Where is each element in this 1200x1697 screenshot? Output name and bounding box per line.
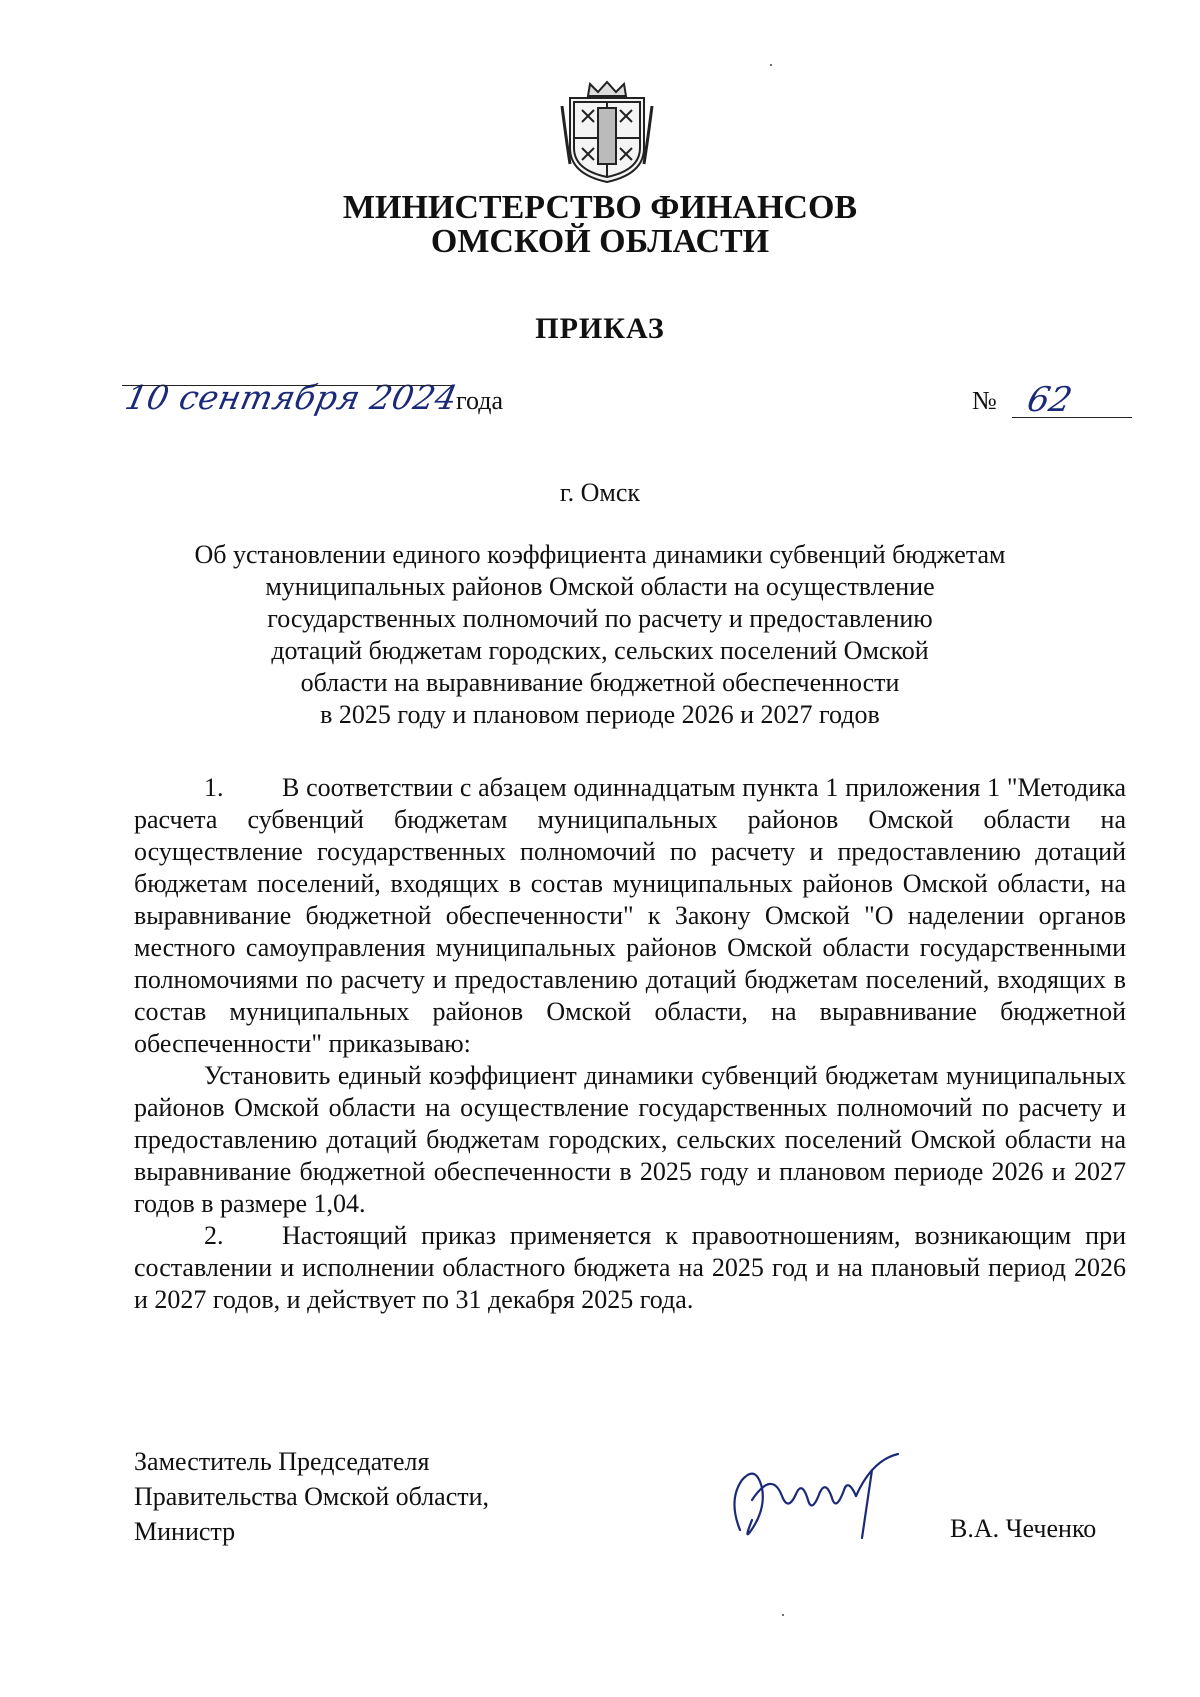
signatory-title-line: Правительства Омской области, [134, 1482, 490, 1511]
title-line: в 2025 году и плановом периоде 2026 и 2027 годов [320, 700, 880, 729]
paragraph-text: В соответствии с абзацем одиннадцатым пункта 1 приложения 1 "Методика расчета субвенций бюджетам муниципальных районов Омской области на осуществление государственных полномочий по расчету и предоставлению дотаций бюджетам поселений, входящих в состав муниципальных районов Омской области, на выравнивание бюджетной обеспеченности" к Закону Омской "О наделении органов местного самоуправления муниципальных районов Омской области государственными полномочиями по расчету и предоставлению дотаций бюджетам поселений, входящих в состав муниципальных районов Омской области, на выравнивание бюджетной обеспеченности" приказываю: [134, 773, 1126, 1058]
document-body [134, 772, 1126, 1316]
paragraph-1b [134, 1060, 1126, 1220]
title-line: Об установлении единого коэффициента динамики субвенций бюджетам [194, 540, 1006, 569]
scan-speck [782, 1614, 784, 1616]
title-line: области на выравнивание бюджетной обеспеченности [300, 668, 900, 697]
document-type: ПРИКАЗ [535, 312, 665, 345]
coat-of-arms-emblem [560, 78, 654, 186]
title-line: дотаций бюджетам городских, сельских поселений Омской [271, 636, 929, 665]
number-sign: № [972, 386, 997, 415]
ministry-name-line2: ОМСКОЙ ОБЛАСТИ [430, 223, 770, 260]
signatory-title-line: Заместитель Председателя [134, 1447, 430, 1476]
title-line: государственных полномочий по расчету и предоставлению [267, 604, 933, 633]
handwritten-date: 10 сентября 2024 [121, 378, 462, 417]
handwritten-number: 62 [1023, 380, 1076, 420]
paragraph-text: Установить единый коэффициент динамики субвенций бюджетам муниципальных районов Омской области на осуществление государственных полномочий по расчету и предоставлению дотаций бюджетам городских, сельских поселений Омской области на выравнивание бюджетной обеспеченности в 2025 году и плановом периоде 2026 и 2027 годов в размере 1,04. [134, 1061, 1126, 1218]
date-underline [122, 384, 452, 386]
ministry-name-line1: МИНИСТЕРСТВО ФИНАНСОВ [342, 189, 858, 226]
paragraph-2 [134, 1220, 1126, 1316]
signatory-name: В.А. Чеченко [950, 1514, 1097, 1543]
paragraph-number: 1. [204, 773, 224, 802]
number-underline [1012, 416, 1132, 418]
scan-speck [770, 64, 772, 66]
handwritten-signature [722, 1440, 922, 1550]
paragraph-number: 2. [204, 1221, 224, 1250]
paragraph-1 [134, 772, 1126, 1060]
signatory-title [134, 1444, 489, 1549]
signatory-title-line: Министр [134, 1517, 236, 1546]
year-word: года [456, 386, 504, 415]
paragraph-text: Настоящий приказ применяется к правоотношениям, возникающим при составлении и исполнении областного бюджета на 2025 год и на плановый период 2026 и 2027 годов, и действует по 31 декабря 2025 года. [134, 1221, 1126, 1314]
city: г. Омск [559, 478, 641, 507]
document-title [140, 539, 1060, 731]
title-line: муниципальных районов Омской области на осуществление [265, 572, 935, 601]
